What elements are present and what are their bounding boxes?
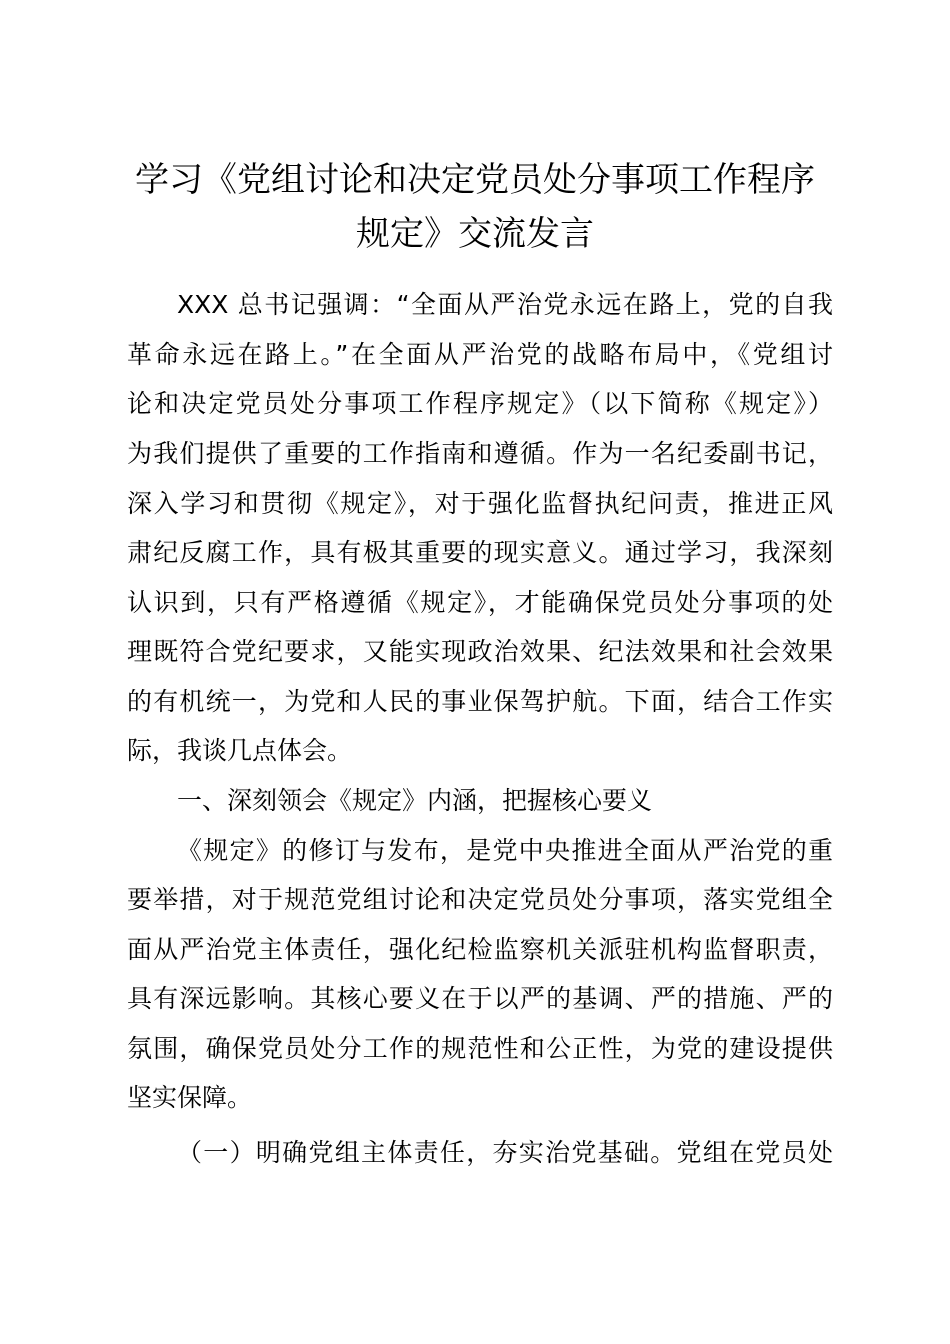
paragraph-1-line-4: 为我们提供了重要的工作指南和遵循。作为一名纪委副书记， [127, 439, 833, 468]
paragraph-1-line-8: 理既符合党纪要求，又能实现政治效果、纪法效果和社会效果 [127, 637, 833, 666]
paragraph-1-line-1: XXX 总书记强调：“全面从严治党永远在路上，党的自我 [177, 290, 833, 319]
paragraph-1-line-9: 的有机统一，为党和人民的事业保驾护航。下面，结合工作实 [127, 687, 833, 716]
document-title-line-1: 学习《党组讨论和决定党员处分事项工作程序 [135, 160, 815, 200]
paragraph-2-line-5: 氛围，确保党员处分工作的规范性和公正性，为党的建设提供 [127, 1034, 833, 1063]
paragraph-1-line-5: 深入学习和贯彻《规定》，对于强化监督执纪问责，推进正风 [127, 489, 833, 518]
paragraph-2-line-6: 坚实保障。 [127, 1083, 253, 1112]
paragraph-1-line-3: 论和决定党员处分事项工作程序规定》（以下简称《规定》） [127, 389, 833, 418]
document-title-line-2: 规定》交流发言 [356, 214, 594, 254]
paragraph-1-line-10: 际，我谈几点体会。 [127, 736, 353, 765]
paragraph-1-line-6: 肃纪反腐工作，具有极其重要的现实意义。通过学习，我深刻 [127, 538, 833, 567]
paragraph-2-line-2: 要举措，对于规范党组讨论和决定党员处分事项，落实党组全 [127, 885, 833, 914]
paragraph-1-line-2: 革命永远在路上。”在全面从严治党的战略布局中，《党组讨 [127, 340, 833, 369]
paragraph-2-line-3: 面从严治党主体责任，强化纪检监察机关派驻机构监督职责， [127, 935, 833, 964]
paragraph-2-line-4: 具有深远影响。其核心要义在于以严的基调、严的措施、严的 [127, 984, 833, 1013]
section-heading: 一、深刻领会《规定》内涵，把握核心要义 [177, 786, 653, 815]
paragraph-2-line-1: 《规定》的修订与发布，是党中央推进全面从严治党的重 [177, 836, 833, 865]
paragraph-1-line-7: 认识到，只有严格遵循《规定》，才能确保党员处分事项的处 [127, 588, 833, 617]
paragraph-3-line-1: （一）明确党组主体责任，夯实治党基础。党组在党员处 [177, 1138, 833, 1167]
